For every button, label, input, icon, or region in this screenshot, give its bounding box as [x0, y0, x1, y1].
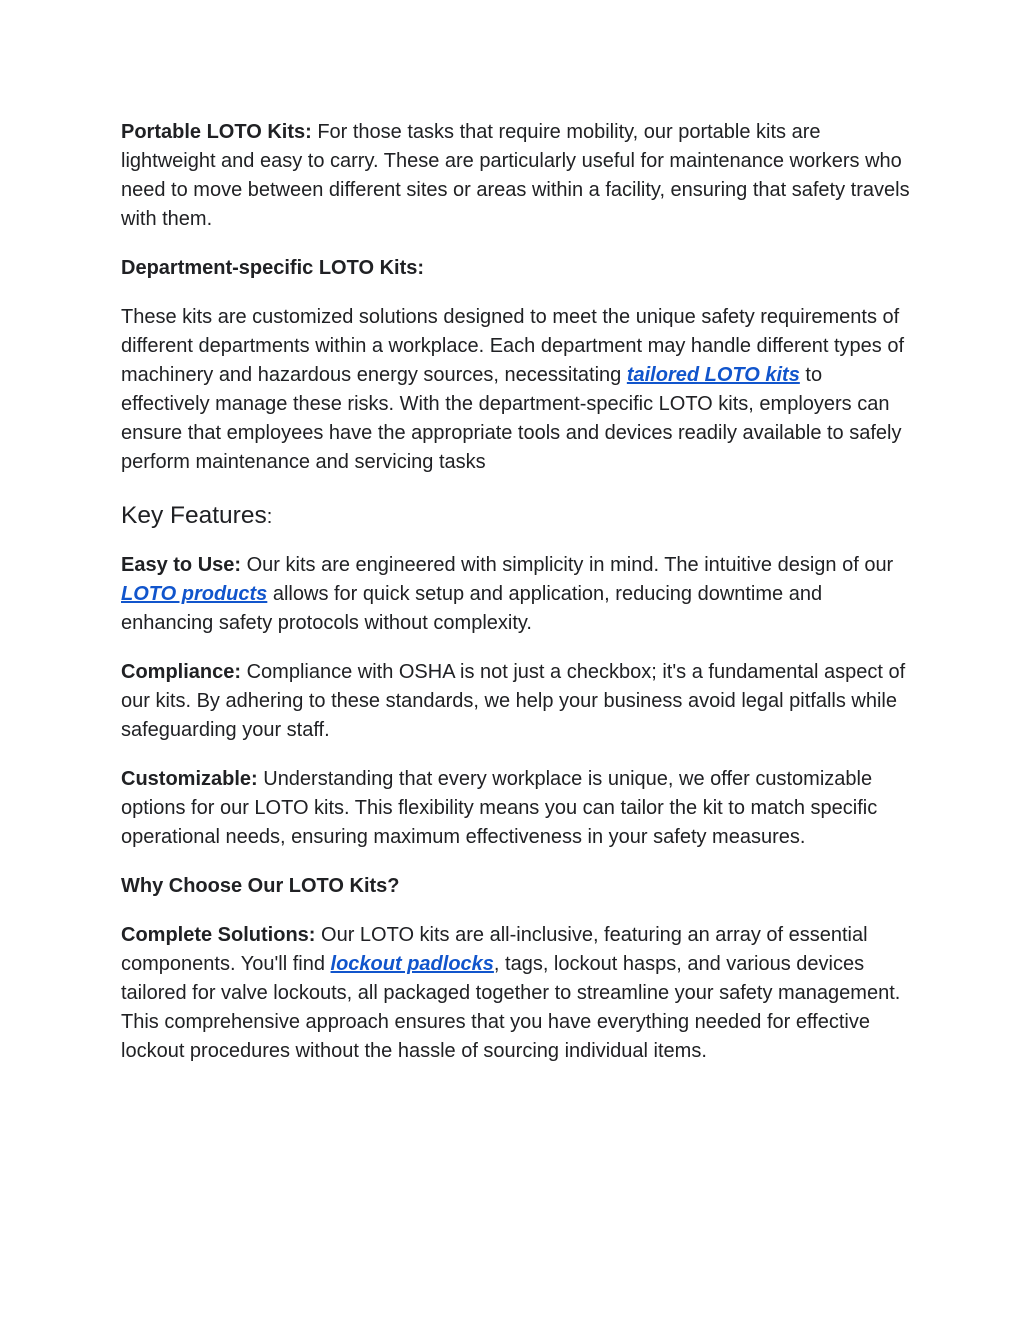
customizable-label: Customizable:: [121, 768, 258, 790]
complete-solutions-paragraph: [121, 921, 911, 1066]
portable-kits-text: For those tasks that require mobility, our portable kits are lightweight and easy to carry. These are particularly useful for maintenance workers who need to move between different sites or areas within a facility, ensuring that safety travels with them.: [121, 121, 910, 230]
department-kits-text-after: to effectively manage these risks. With the department-specific LOTO kits, employers can ensure that employees have the appropriate tools and devices readily available to safely perform maintenance and servicing tasks: [121, 364, 902, 473]
complete-solutions-text-after: , tags, lockout hasps, and various devices tailored for valve lockouts, all packaged together to streamline your safety management. This comprehensive approach ensures that you have everything needed for effective lockout procedures without the hassle of sourcing individual items.: [121, 953, 901, 1062]
easy-to-use-label: Easy to Use:: [121, 554, 242, 576]
department-kits-paragraph: [121, 303, 911, 477]
why-choose-heading-text: Why Choose Our LOTO Kits?: [121, 875, 400, 897]
customizable-paragraph: [121, 765, 911, 852]
portable-kits-label: Portable LOTO Kits:: [121, 121, 312, 143]
complete-solutions-text-before: Our LOTO kits are all-inclusive, featuring an array of essential components. You'll find: [121, 924, 868, 975]
complete-solutions-label: Complete Solutions:: [121, 924, 316, 946]
lockout-padlocks-link[interactable]: lockout padlocks: [330, 953, 494, 975]
department-kits-heading: [121, 254, 911, 283]
compliance-paragraph: [121, 658, 911, 745]
customizable-text: Understanding that every workplace is unique, we offer customizable options for our LOTO kits. This flexibility means you can tailor the kit to match specific operational needs, ensuring maximum effectiveness in your safety measures.: [121, 768, 878, 848]
easy-to-use-text-after: allows for quick setup and application, reducing downtime and enhancing safety protocols without complexity.: [121, 583, 823, 634]
department-kits-heading-text: Department-specific LOTO Kits:: [121, 257, 425, 279]
loto-products-link[interactable]: LOTO products: [121, 583, 268, 605]
compliance-label: Compliance:: [121, 661, 242, 683]
easy-to-use-paragraph: [121, 551, 911, 638]
tailored-loto-kits-link[interactable]: tailored LOTO kits: [626, 364, 800, 386]
key-features-colon: :: [266, 506, 273, 528]
easy-to-use-text-before: Our kits are engineered with simplicity in mind. The intuitive design of our: [241, 554, 894, 576]
compliance-text: Compliance with OSHA is not just a checkbox; it's a fundamental aspect of our kits. By adhering to these standards, we help your business avoid legal pitfalls while safeguarding your staff.: [121, 661, 906, 741]
document-body: [121, 118, 911, 1066]
key-features-heading-text: Key Features: [121, 502, 267, 529]
key-features-heading: [121, 499, 911, 534]
department-kits-text-before: These kits are customized solutions designed to meet the unique safety requirements of different departments within a workplace. Each department may handle different types of machinery and hazardous energy sources, necessitating: [121, 306, 905, 386]
portable-kits-paragraph: [121, 118, 911, 234]
why-choose-heading: [121, 872, 911, 901]
